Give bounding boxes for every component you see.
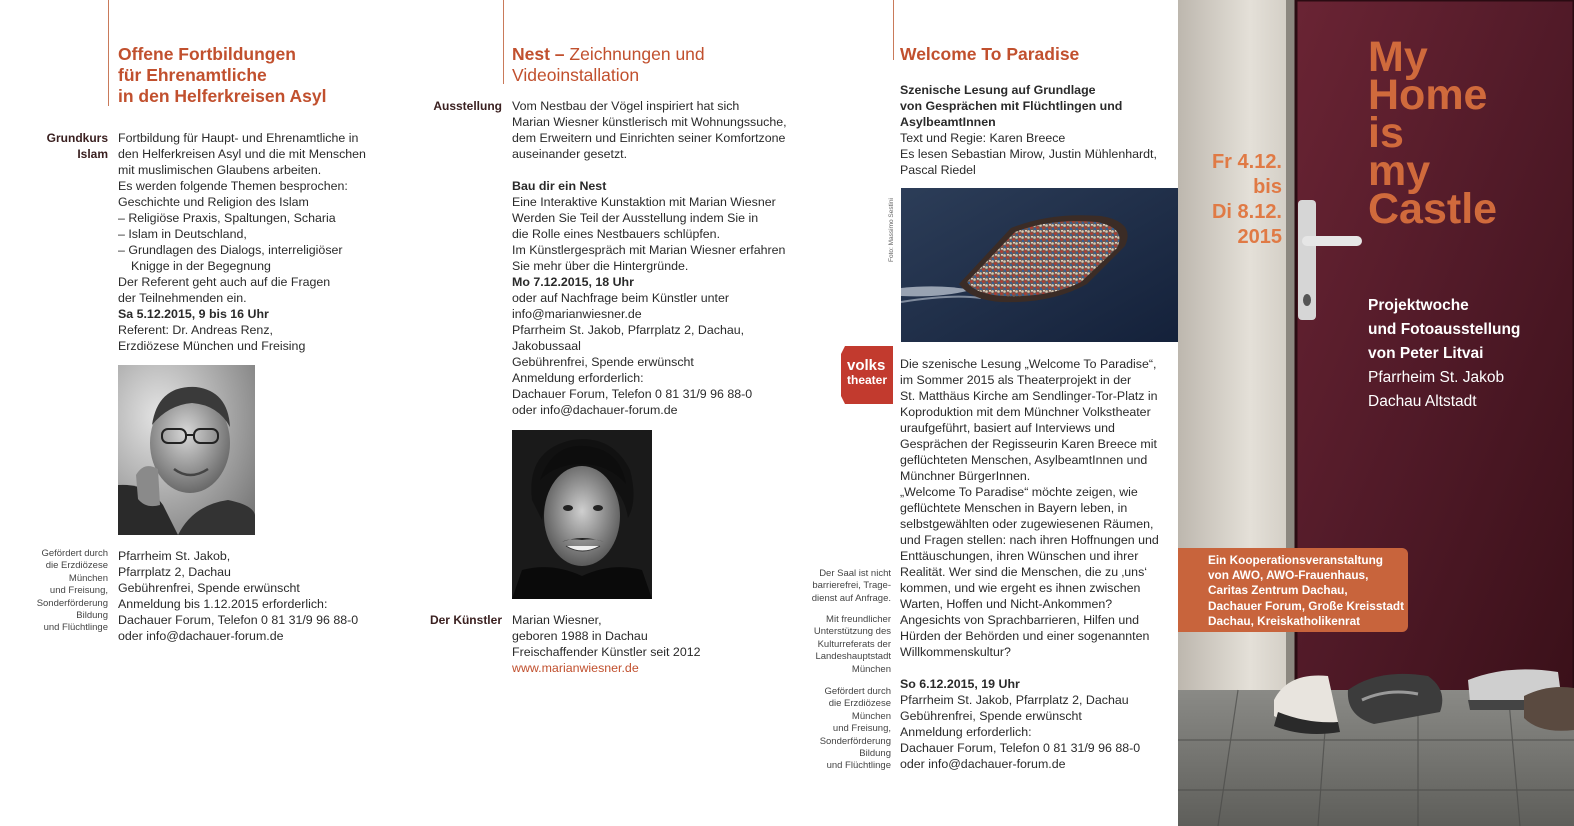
note-line: und Freisung, [49,585,108,597]
note-line: Gefördert durch [41,548,108,559]
koop-line: Dachau, Kreiskatholikenrat [1208,613,1361,628]
body-line: der Teilnehmenden ein. [118,291,247,305]
note-line: Sonderförderung [36,597,108,609]
koop-line: von AWO, AWO-Frauenhaus, [1208,568,1369,583]
body-line: Anmeldung erforderlich: [900,725,1032,739]
body-line: Werden Sie Teil der Ausstellung indem Sie in [512,211,759,225]
body-line: Dachauer Forum, Telefon 0 81 31/9 96 88-0 [900,741,1141,755]
bullet-item: – Islam in Deutschland, [118,227,247,241]
body-line: Hürden der Behörden und einer sogenannten [900,629,1150,643]
note-line: Bildung [859,748,891,760]
cover-title-line: Castle [1368,185,1498,233]
cover-title-line: My [1368,33,1428,81]
col3-title [900,44,1079,65]
email-link[interactable]: info@marianwiesner.de [512,307,642,321]
body-line: Pfarrheim St. Jakob, [118,549,231,563]
col2-artist [512,612,802,676]
side-label-line: Islam [77,147,108,161]
note-line: die Erzdiözese [828,698,891,710]
col1-title-line: Offene Fortbildungen [118,44,296,64]
col3-note-support [790,614,891,676]
body-line: Freischaffender Künstler seit 2012 [512,645,701,659]
cover-title [1368,33,1498,233]
artist-website-link[interactable]: www.marianwiesner.de [512,661,639,675]
side-label-line: Grundkurs [46,131,108,145]
body-line: Es lesen Sebastian Mirow, Justin Mühlenhardt, [900,147,1157,161]
body-line: Eine Interaktive Kunstaktion mit Marian Wiesner [512,195,776,209]
cover-date-line: 2015 [1237,226,1282,248]
note-line: Mit freundlicher [826,614,891,625]
col3-title-text: Welcome To Paradise [900,44,1080,64]
body-line: von Gesprächen mit Flüchtlingen und [900,99,1123,113]
event-date: Mo 7.12.2015, 18 Uhr [512,275,634,289]
portrait-artist-photo [512,430,652,599]
koop-line: Caritas Zentrum Dachau, [1208,583,1348,598]
body-line: Anmeldung bis 1.12.2015 erforderlich: [118,597,328,611]
body-line: oder info@dachauer-forum.de [118,629,284,643]
body-line: Gebührenfrei, Spende erwünscht [118,581,300,595]
body-line: oder info@dachauer-forum.de [512,403,678,417]
column-rule-2 [503,0,504,84]
body-line: geboren 1988 in Dachau [512,629,648,643]
body-line: geflüchteten Menschen, AsylbeamtInnen und [900,453,1148,467]
note-line: Unterstützung des [813,626,891,638]
note-line: und Flüchtlinge [43,622,108,634]
sub-title: Bau dir ein Nest [512,179,607,193]
note-line: die Erzdiözese [45,560,108,572]
body-line: Sie mehr über die Hintergründe. [512,259,689,273]
body-line: kommen, und wie ergeht es ihnen zwischen [900,581,1141,595]
body-line: Koproduktion mit dem Münchner Volkstheater [900,405,1151,419]
event-date: Sa 5.12.2015, 9 bis 16 Uhr [118,307,269,321]
body-line: Der Referent geht auch auf die Fragen [118,275,331,289]
cooperation-box [1178,548,1408,632]
body-line: AsylbeamtInnen [900,115,996,129]
koop-line: Ein Kooperationsveranstaltung [1208,553,1384,567]
body-line: Vom Nestbau der Vögel inspiriert hat sich [512,99,740,113]
logo-text: theater [847,373,888,387]
bullet-item: – Grundlagen des Dialogs, interreligiöser Knigge in der Begegnung [118,243,343,273]
body-line: Referent: Dr. Andreas Renz, [118,323,273,337]
col2-body [512,98,802,418]
koop-line: Dachauer Forum, Große Kreisstadt [1208,598,1405,613]
note-line: Bildung [76,610,108,622]
col2-title-rest: Videoinstallation [512,65,640,85]
body-line: Anmeldung erforderlich: [512,371,644,385]
refugee-boat-photo [901,188,1178,342]
body-line: St. Matthäus Kirche am Sendlinger-Tor-Platz in [900,389,1158,403]
body-line: Warten, Hoffen und Nicht-Ankommen? [900,597,1113,611]
col1-venue [118,548,378,644]
col3-note-saal [790,568,891,605]
body-line: „Welcome To Paradise“ möchte zeigen, wie [900,485,1138,499]
col2-side-label-kuenstler: Der Künstler [429,613,502,627]
body-line: Pfarrplatz 2, Dachau [118,565,231,579]
col3-note-sponsor [790,686,891,773]
cover-title-line: Home [1368,71,1488,119]
note-line: Gefördert durch [824,686,891,697]
note-line: barrierefrei, Trage- [812,580,891,592]
col2-title-rest: Zeichnungen und [564,44,705,64]
note-line: Der Saal ist nicht [819,568,891,579]
cover-sub-line: und Fotoausstellung [1368,321,1521,338]
body-line: Realität. Wer sind die Menschen, die zu ‚uns‘ [900,565,1148,579]
note-line: dienst auf Anfrage. [811,592,891,604]
cover-date [1190,150,1282,250]
cover-title-line: is [1368,109,1404,157]
body-line: im Sommer 2015 als Theaterprojekt in der [900,373,1132,387]
note-line: und Flüchtlinge [826,760,891,772]
col1-title [118,44,326,107]
note-line: Kulturreferats der [817,638,891,650]
col1-sponsor-note [20,548,108,635]
photo-credit: Foto: Massimo Sestini [888,198,895,262]
col1-side-label [20,130,108,162]
body-line: Pascal Riedel [900,163,976,177]
cover-sub-line: Pfarrheim St. Jakob [1368,369,1505,386]
col2-side-label-ausstellung: Ausstellung [433,99,502,113]
col1-body [118,130,378,354]
body-line: und Fragen stellen: nach ihren Hoffnungen und [900,533,1159,547]
event-date: So 6.12.2015, 19 Uhr [900,677,1020,691]
note-line: München [851,663,891,675]
body-line: Marian Wiesner, [512,613,602,627]
body-line: geflüchtete Menschen in Bayern leben, in [900,501,1128,515]
column-rule-1 [108,0,109,106]
col2-title-bold: Nest – [512,44,565,64]
note-line: München [851,710,891,722]
body-line: die Rolle eines Nestbauers schlüpfen. [512,227,721,241]
cover-date-line: Di 8.12. [1211,201,1282,223]
bullet-item: – Religiöse Praxis, Spaltungen, Scharia [118,211,336,225]
body-line: Dachauer Forum, Telefon 0 81 31/9 96 88-0 [118,613,359,627]
body-line: Jakobussaal [512,339,581,353]
body-line: Es werden folgende Themen besprochen: [118,179,348,193]
body-line: Die szenische Lesung „Welcome To Paradise“, [900,357,1157,371]
body-line: Im Künstlergespräch mit Marian Wiesner erfahren [512,243,786,257]
cover-title-line: my [1368,147,1431,195]
body-line: Münchner BürgerInnen. [900,469,1031,483]
volkstheater-logo [841,346,893,404]
cover-sub-line: von Peter Litvai [1368,345,1484,362]
body-line: Dachauer Forum, Telefon 0 81 31/9 96 88-0 [512,387,753,401]
body-line: auseinander gesetzt. [512,147,628,161]
body-line: oder auf Nachfrage beim Künstler unter [512,291,729,305]
body-line: Fortbildung für Haupt- und Ehrenamtliche in [118,131,359,145]
cover-date-line: bis [1253,176,1282,198]
body-line: Erzdiözese München und Freising [118,339,306,353]
col2-title [512,44,705,86]
logo-text: volks [847,357,886,374]
body-line: oder info@dachauer-forum.de [900,757,1066,771]
body-line: Gebührenfrei, Spende erwünscht [900,709,1082,723]
body-line: selbstgewählten oder zugewiesenen Räumen, [900,517,1154,531]
body-line: Pfarrheim St. Jakob, Pfarrplatz 2, Dachau [900,693,1129,707]
body-line: Enttäuschungen, ihren Wünschen und ihrer [900,549,1139,563]
body-line: den Helferkreisen Asyl und die mit Menschen [118,147,366,161]
col3-intro [900,82,1176,178]
body-line: Angesichts von Sprachbarrieren, Hilfen und [900,613,1139,627]
cover-sub-line: Dachau Altstadt [1368,393,1477,410]
body-line: Gebührenfrei, Spende erwünscht [512,355,694,369]
portrait-referent-photo [118,365,255,535]
cover-subtitle [1368,294,1520,414]
note-line: München [68,572,108,584]
cover-sub-line: Projektwoche [1368,297,1469,314]
body-line: Geschichte und Religion des Islam [118,195,309,209]
body-line: Marian Wiesner künstlerisch mit Wohnungssuche, [512,115,787,129]
column-rule-3 [893,0,894,60]
body-line: Text und Regie: Karen Breece [900,131,1066,145]
body-line: Willkommenskultur? [900,645,1011,659]
body-line: Szenische Lesung auf Grundlage [900,83,1096,97]
note-line: Landeshauptstadt [815,651,891,663]
col3-body [900,356,1176,772]
col1-title-line: für Ehrenamtliche [118,65,267,85]
note-line: und Freisung, [832,723,891,735]
body-line: uraufgeführt, basiert auf Interviews und [900,421,1115,435]
body-line: dem Erweitern und Einrichten seiner Komfortzone [512,131,786,145]
body-line: Pfarrheim St. Jakob, Pfarrplatz 2, Dachau, [512,323,745,337]
cover-date-line: Fr 4.12. [1211,151,1282,173]
note-line: Sonderförderung [819,735,891,747]
col1-title-line: in den Helferkreisen Asyl [118,86,327,106]
body-line: Gesprächen der Regisseurin Karen Breece mit [900,437,1157,451]
body-line: mit muslimischen Glaubens arbeiten. [118,163,322,177]
